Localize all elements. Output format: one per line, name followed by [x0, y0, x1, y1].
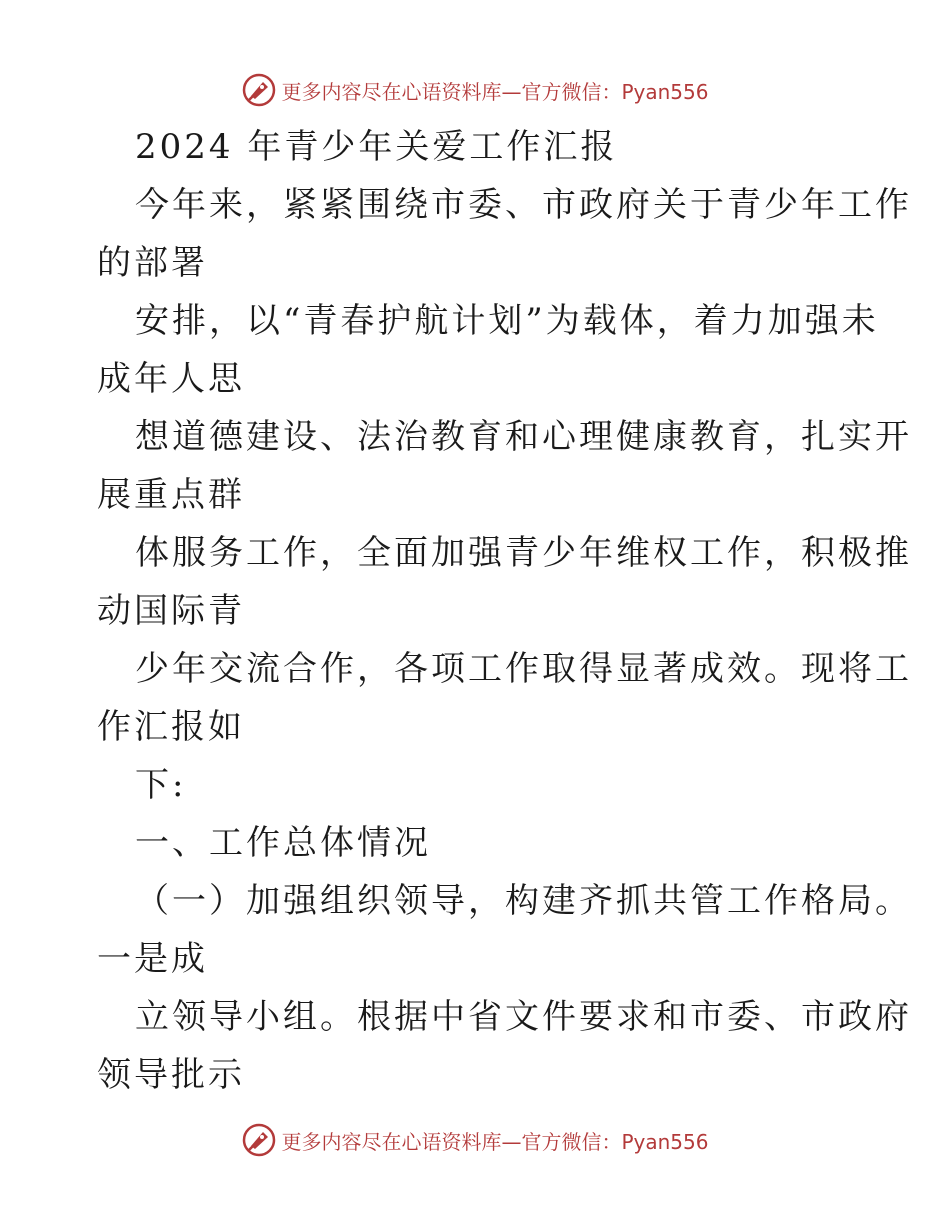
paragraph-line: 少年交流合作，各项工作取得显著成效。现将工	[135, 649, 912, 689]
paragraph-line: 领导批示	[97, 1055, 245, 1095]
document-body	[97, 118, 912, 1104]
footer-watermark-text: 更多内容尽在心语资料库—官方微信：Pyan556	[281, 1129, 709, 1154]
pen-nib-logo-icon	[241, 1122, 277, 1158]
pen-nib-logo-icon	[241, 72, 277, 108]
paragraph-line: 一是成	[97, 939, 208, 979]
paragraph-line: 作汇报如	[97, 707, 245, 747]
paragraph-line: 想道德建设、法治教育和心理健康教育，扎实开	[135, 417, 912, 457]
subsection-heading: （一）加强组织领导，构建齐抓共管工作格局。	[135, 881, 912, 921]
paragraph-line: 下:	[135, 765, 187, 805]
paragraph-line: 今年来，紧紧围绕市委、市政府关于青少年工作	[135, 185, 912, 225]
header-watermark	[0, 70, 950, 110]
document-title: 2024 年青少年关爱工作汇报	[135, 127, 618, 167]
footer-watermark	[0, 1120, 950, 1160]
paragraph-line: 的部署	[97, 243, 208, 283]
paragraph-line: 安排，以“青春护航计划”为载体，着力加强未	[135, 301, 879, 341]
section-heading: 一、工作总体情况	[135, 823, 431, 863]
paragraph-line: 体服务工作，全面加强青少年维权工作，积极推	[135, 533, 912, 573]
header-watermark-text: 更多内容尽在心语资料库—官方微信：Pyan556	[281, 79, 709, 104]
paragraph-line: 立领导小组。根据中省文件要求和市委、市政府	[135, 997, 912, 1037]
paragraph-line: 展重点群	[97, 475, 245, 515]
paragraph-line: 动国际青	[97, 591, 245, 631]
paragraph-line: 成年人思	[97, 359, 245, 399]
